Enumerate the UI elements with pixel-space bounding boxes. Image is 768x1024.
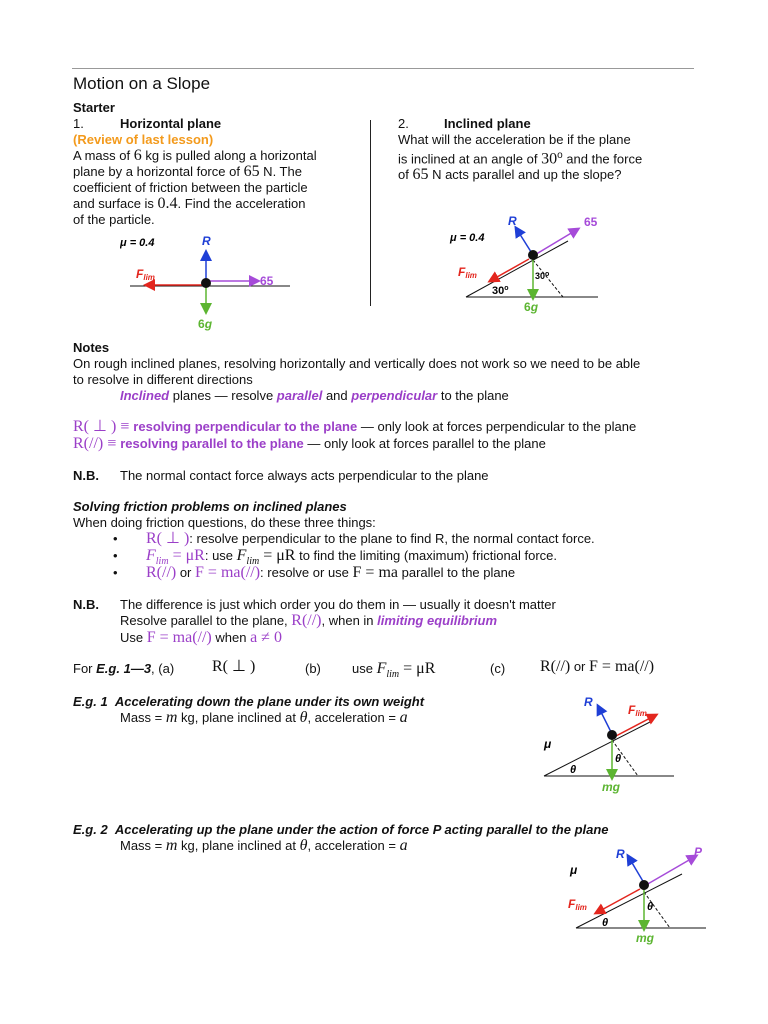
diagram-inclined-plane	[448, 210, 608, 320]
nb2-line-2: Resolve parallel to the plane, R(//), when in limiting equilibrium	[120, 612, 498, 629]
eg2-heading: E.g. 2 Accelerating up the plane under the action of force P acting parallel to the plane	[73, 822, 609, 837]
friction-arrow	[490, 259, 529, 281]
for-eg-c: (c)	[490, 661, 506, 676]
weight-label: 6g	[198, 317, 213, 331]
slope-line	[466, 241, 568, 297]
nb2-line-1: The difference is just which order you do them in — usually it doesn't matter	[120, 597, 556, 612]
weight-label: mg	[636, 931, 654, 945]
p-force-arrow	[646, 856, 696, 885]
q2-line: is inclined at an angle of 30$^o$ and the force	[398, 150, 643, 168]
particle	[639, 880, 649, 890]
solving-intro: When doing friction questions, do these three things:	[73, 515, 376, 530]
eg2-description: Mass = m kg, plane inclined at θ, acceleration = a	[120, 837, 408, 854]
column-divider	[370, 120, 371, 306]
nb1-text: The normal contact force always acts perpendicular to the plane	[120, 468, 489, 483]
q1-line: plane by a horizontal force of 65 N. The	[73, 163, 302, 180]
q2-text	[398, 132, 642, 183]
for-eg-rperp: R( ⊥ )	[212, 658, 256, 675]
force-label: 65	[260, 274, 274, 288]
normal-force-arrow	[598, 706, 612, 734]
pull-force-arrow	[533, 229, 578, 256]
force-label: 65	[584, 215, 598, 229]
r-label: R	[508, 214, 517, 228]
page-title: Motion on a Slope	[73, 74, 211, 93]
angle-label-1: 30$^o$	[492, 285, 509, 297]
q2-title: Inclined plane	[444, 116, 531, 131]
bullet-2: • $F_{lim} = \mu R$: use $F_{lim} = \mu R$ to find the limiting (maximum) frictional force.	[113, 547, 558, 568]
theta-label-1: θ	[570, 764, 577, 776]
solving-heading: Solving friction problems on inclined planes	[73, 499, 347, 514]
mu-label: μ	[570, 863, 578, 877]
starter-heading: Starter	[73, 100, 115, 115]
particle	[607, 730, 617, 740]
mu-label: μ = 0.4	[450, 232, 485, 244]
for-eg-label: For E.g. 1—3, (a)	[73, 661, 175, 676]
q1-review: (Review of last lesson)	[73, 132, 214, 147]
q1-text	[73, 148, 317, 228]
for-eg-rpar: R(//) or F = ma(//)	[540, 658, 655, 675]
mu-label: μ = 0.4	[120, 237, 155, 249]
q1-number: 1.	[73, 116, 84, 131]
nb2-line-3: Use F = ma(//) when a ≠ 0	[120, 629, 282, 646]
friction-arrow	[614, 715, 656, 737]
for-eg-b: (b)	[305, 661, 321, 676]
nb2-label: N.B.	[73, 597, 99, 612]
theta-label-2: θ	[615, 753, 622, 765]
particle	[201, 278, 211, 288]
friction-label: Flim	[628, 703, 647, 718]
mu-label: μ	[544, 737, 552, 751]
weight-label: mg	[602, 780, 620, 794]
friction-label: Flim	[568, 897, 587, 912]
title-rule	[72, 68, 694, 69]
for-eg-use: use $F_{lim} = \mu R$	[352, 660, 436, 681]
slope-line	[576, 874, 682, 928]
bullet-1: • R( ⊥ ): resolve perpendicular to the plane to find R, the normal contact force.	[113, 530, 595, 547]
weight-label: 6g	[524, 300, 539, 314]
friction-arrow	[596, 889, 640, 913]
slope-line	[544, 722, 650, 776]
diagram-horizontal-plane	[120, 228, 290, 338]
diagram-eg1	[538, 692, 678, 796]
notes-line-1: On rough inclined planes, resolving horizontally and vertically does not work so we need to be able	[73, 356, 641, 371]
notes-heading: Notes	[73, 340, 110, 355]
q1-line: of the particle.	[73, 212, 155, 227]
angle-label-2: 30$^o$	[535, 271, 550, 281]
theta-label-1: θ	[602, 917, 609, 929]
q2-number: 2.	[398, 116, 409, 131]
q2-line: of 65 N acts parallel and up the slope?	[398, 166, 622, 184]
q1-line: A mass of 6 kg is pulled along a horizontal	[73, 147, 317, 164]
diagram-eg2	[562, 842, 712, 948]
q2-line: What will the acceleration be if the plane	[398, 132, 631, 147]
notes-rperp-line: R( ⊥ ) ≡ resolving perpendicular to the plane — only look at forces perpendicular to the plane	[73, 418, 637, 435]
p-label: P	[694, 845, 703, 859]
r-label: R	[616, 847, 625, 861]
nb1-label: N.B.	[73, 468, 99, 483]
r-label: R	[202, 234, 211, 248]
q1-line: coefficient of friction between the particle	[73, 180, 308, 195]
particle	[528, 250, 538, 260]
notes-resolve-line: Inclined planes — resolve parallel and perpendicular to the plane	[120, 388, 509, 403]
notes-line-2: to resolve in different directions	[73, 372, 253, 387]
friction-label: Flim	[458, 265, 477, 280]
q1-title: Horizontal plane	[120, 116, 222, 131]
friction-label: Flim	[136, 267, 155, 282]
r-label: R	[584, 695, 593, 709]
bullet-3: • R(//) or F = ma(//): resolve or use F = ma parallel to the plane	[113, 564, 516, 581]
normal-force-arrow	[628, 856, 644, 883]
eg1-description: Mass = m kg, plane inclined at θ, acceleration = a	[120, 709, 408, 726]
theta-label-2: θ	[647, 901, 654, 913]
notes-rpar-line: R(//) ≡ resolving parallel to the plane — only look at forces parallel to the plane	[73, 435, 546, 452]
q1-line: and surface is 0.4. Find the acceleration	[73, 195, 306, 212]
eg1-heading: E.g. 1 Accelerating down the plane under its own weight	[73, 694, 425, 709]
